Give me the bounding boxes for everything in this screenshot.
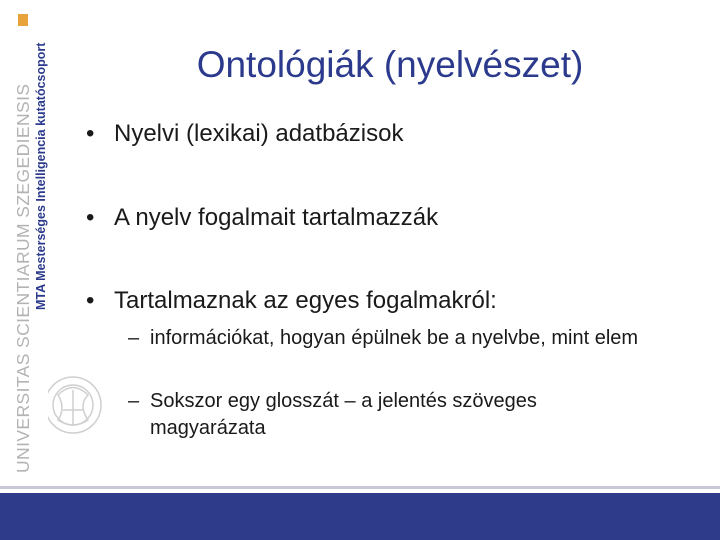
bullet-glyph: • [86,204,95,231]
bullet-text: A nyelv fogalmait tartalmazzák [114,204,439,231]
footer-rule [0,486,720,489]
university-label: UNIVERSITAS SCIENTIARUM SZEGEDIENSIS [13,83,33,473]
bullet-text: Nyelvi (lexikai) adatbázisok [114,120,404,147]
logo-square [18,14,28,26]
bullet-glyph: • [86,120,95,147]
dash-glyph: – [128,327,140,349]
sub-bullet-item [128,325,668,352]
sub-bullet-text: információkat, hogyan épülnek be a nyelvbe, mint elem [150,327,639,349]
footer-bar [0,493,720,540]
university-seal-icon [48,350,118,460]
sub-bullet-text: Sokszor egy glosszát – a jelentés szöveges magyarázata [150,390,537,439]
sidebar-branding [0,0,52,480]
bullet-glyph: • [86,287,95,314]
bullet-item [86,204,438,232]
research-group-label: MTA Mesterséges Intelligencia kutatócsoport [34,42,48,310]
bullet-item [86,287,497,315]
bullet-item [86,120,403,148]
sub-bullet-item [128,388,668,442]
bullet-text: Tartalmaznak az egyes fogalmakról: [114,287,497,314]
slide-title: Ontológiák (nyelvészet) [196,44,584,85]
dash-glyph: – [128,390,140,412]
